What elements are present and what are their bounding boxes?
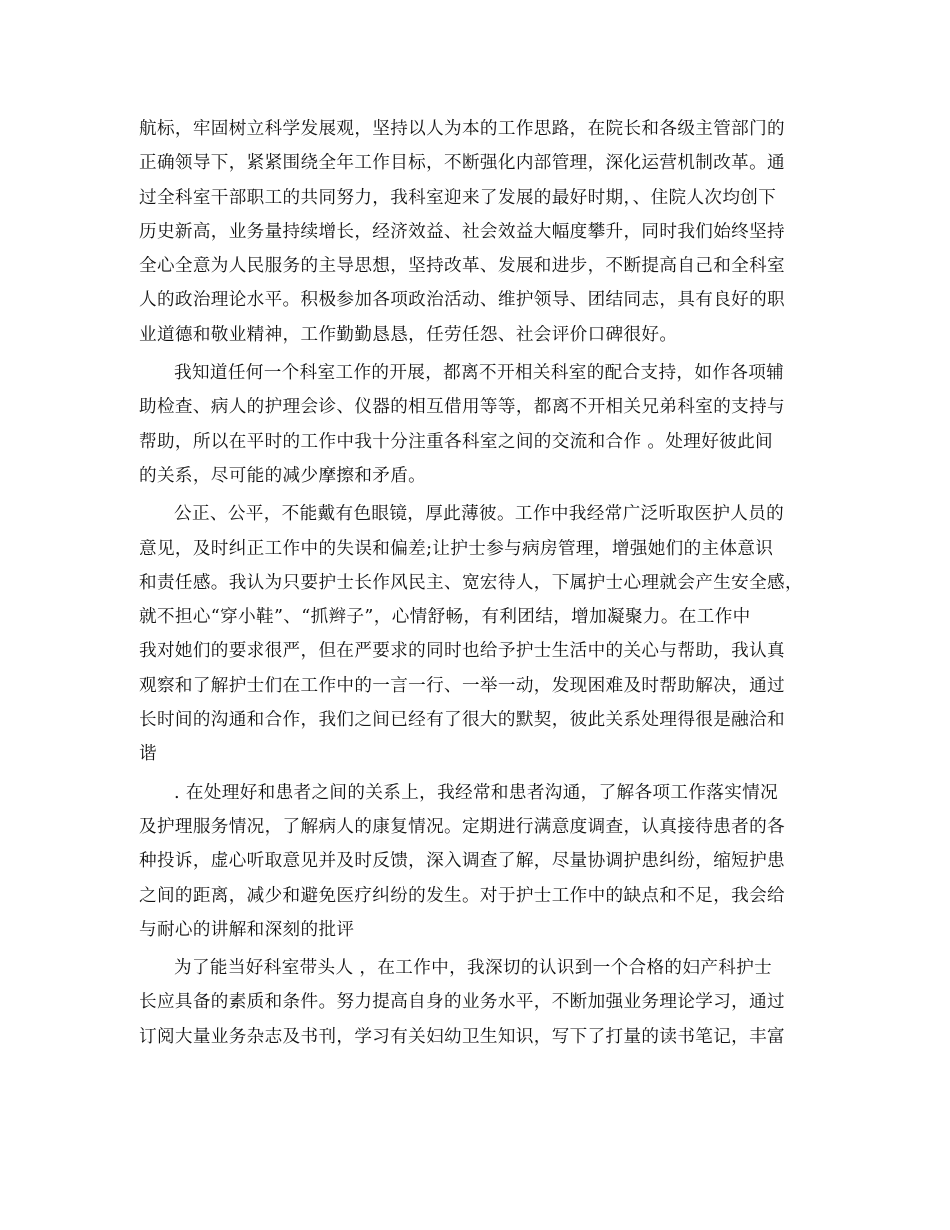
text-line: 正确领导下，紧紧围绕全年工作目标，不断强化内部管理，深化运营机制改革。通	[139, 153, 785, 174]
text-line: 订阅大量业务杂志及书刊，学习有关妇幼卫生知识，写下了打量的读书笔记，丰富	[139, 1026, 785, 1047]
text-line: . 在处理好和患者之间的关系上，我经常和患者沟通，了解各项工作落实情况	[174, 782, 779, 803]
text-line: 观察和了解护士们在工作中的一言一行、一举一动，发现困难及时帮助解决，通过	[139, 675, 785, 696]
text-line: 我对她们的要求很严，但在严要求的同时也给予护士生活中的关心与帮助，我认真	[139, 641, 785, 662]
text-line: 之间的距离，减少和避免医疗纠纷的发生。对于护士工作中的缺点和不足，我会给	[139, 885, 785, 906]
paragraph	[139, 497, 825, 771]
text-line: 就不担心“穿小鞋”、“抓辫子”，心情舒畅，有利团结，增加凝聚力。在工作中	[139, 607, 751, 628]
text-line: 我知道任何一个科室工作的开展，都离不开相关科室的配合支持，如作各项辅	[174, 363, 785, 384]
text-line: 种投诉，虚心听取意见并及时反馈，深入调查了解，尽量协调护患纠纷，缩短护患	[139, 851, 785, 872]
text-line: 为了能当好科室带头人 ，在工作中，我深切的认识到一个合格的妇产科护士	[174, 958, 773, 979]
text-line: 长应具备的素质和条件。努力提高自身的业务水平，不断加强业务理论学习，通过	[139, 992, 785, 1013]
text-line: 公正、公平，不能戴有色眼镜，厚此薄彼。工作中我经常广泛听取医护人员的	[174, 504, 785, 525]
text-line: 和责任感。我认为只要护士长作风民主、宽宏待人，下属护士心理就会产生安全感，	[139, 572, 803, 593]
text-line: 人的政治理论水平。积极参加各项政治活动、维护领导、团结同志，具有良好的职	[139, 290, 785, 311]
text-line: 及护理服务情况，了解病人的康复情况。定期进行满意度调查，认真接待患者的各	[139, 816, 785, 837]
text-line: 航标，牢固树立科学发展观，坚持以人为本的工作思路，在院长和各级主管部门的	[139, 119, 785, 139]
text-line: 全心全意为人民服务的主导思想，坚持改革、发展和进步，不断提高自己和全科室	[139, 256, 785, 277]
text-line: 意见，及时纠正工作中的失误和偏差;让护士参与病房管理，增强她们的主体意识	[139, 538, 774, 559]
paragraph	[139, 356, 825, 493]
text-line: 谐	[139, 744, 157, 765]
paragraph	[139, 112, 825, 352]
text-line: 历史新高，业务量持续增长，经济效益、社会效益大幅度攀升，同时我们始终坚持	[139, 221, 785, 242]
text-line: 助检查、病人的护理会诊、仪器的相互借用等等，都离不开相关兄弟科室的支持与	[139, 397, 785, 418]
text-line: 长时间的沟通和合作，我们之间已经有了很大的默契，彼此关系处理得很是融洽和	[139, 710, 785, 731]
text-line: 业道德和敬业精神，工作勤勤恳恳，任劳任怨、社会评价口碑很好。	[139, 324, 678, 345]
text-line: 帮助，所以在平时的工作中我十分注重各科室之间的交流和合作 。处理好彼此间	[139, 431, 773, 452]
document-body	[139, 112, 825, 1054]
text-line: 与耐心的讲解和深刻的批评	[139, 919, 355, 940]
paragraph	[139, 951, 825, 1054]
paragraph	[139, 776, 825, 947]
text-line: 过全科室干部职工的共同努力，我科室迎来了发展的最好时期，、住院人次均创下	[139, 187, 777, 208]
text-line: 的关系，尽可能的减少摩擦和矛盾。	[139, 465, 427, 486]
